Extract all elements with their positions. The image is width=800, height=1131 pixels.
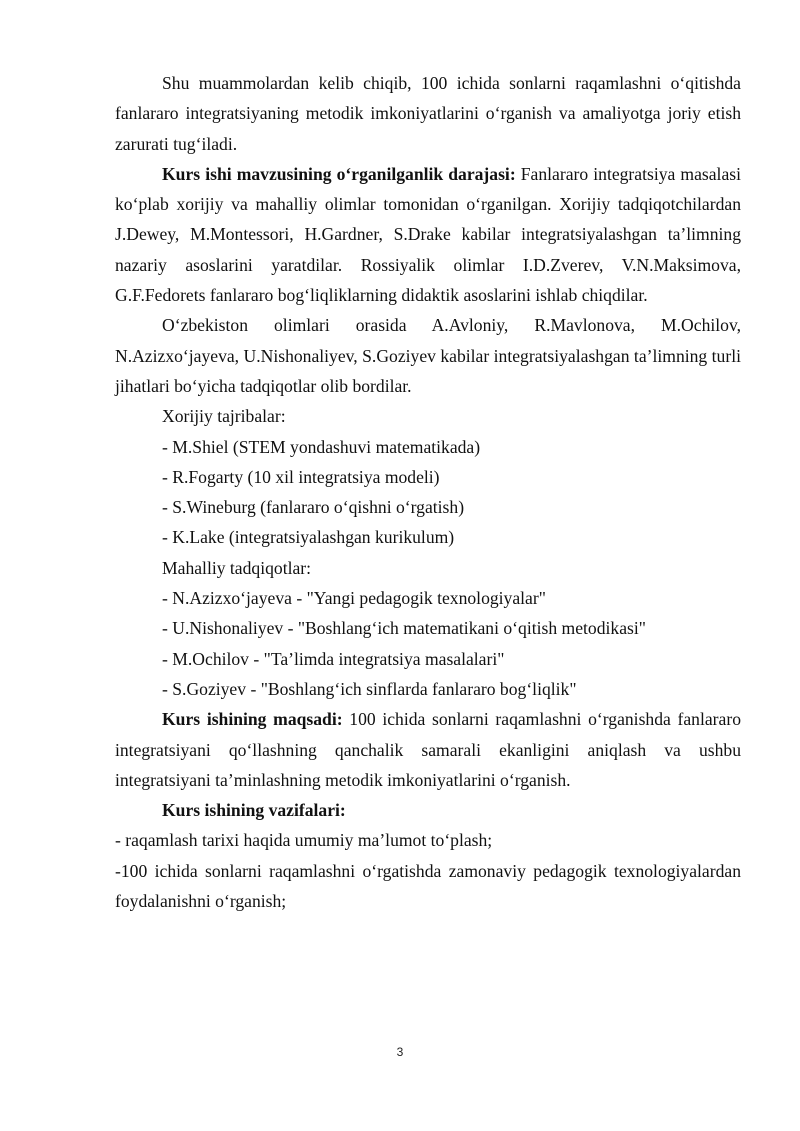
paragraph-uzbek-scholars: O‘zbekiston olimlari orasida A.Avloniy, R.Mavlonova, M.Ochilov, N.Azizxo‘jayeva, U.Nishonaliyev, S.Goziyev kabilar integratsiyalashgan ta’limning turli jihatlari bo‘yicha tadqiqotlar olib bordilar. [115,315,741,396]
task-item: - raqamlash tarixi haqida umumiy ma’lumot to‘plash; [115,830,493,851]
list-item: - N.Azizxo‘jayeva - "Yangi pedagogik texnologiyalar" [162,588,546,609]
foreign-experience-list [115,401,741,552]
paragraph-intro: Shu muammolardan kelib chiqib, 100 ichida sonlarni raqamlashni o‘qitishda fanlararo integratsiyaning metodik imkoniyatlarini o‘rganish va amaliyotga joriy etish zarurati tug‘iladi. [115,73,741,154]
local-research-title: Mahalliy tadqiqotlar: [162,557,312,578]
list-item: - S.Goziyev - "Boshlang‘ich sinflarda fanlararo bog‘liqlik" [162,678,577,699]
task-item: -100 ichida sonlarni raqamlashni o‘rgatishda zamonaviy pedagogik texnologiyalardan foydalanishni o‘rganish; [115,860,741,912]
page-number: 3 [396,1045,404,1059]
list-item: - M.Ochilov - "Ta’limda integratsiya masalalari" [162,648,505,669]
list-item: - U.Nishonaliyev - "Boshlang‘ich matematikani o‘qitish metodikasi" [162,618,646,639]
research-level-text: Fanlararo integratsiya masalasi ko‘plab xorijiy va mahalliy olimlar tomonidan o‘rganilgan. Xorijiy tadqiqotchilardan J.Dewey, M.Montessori, H.Gardner, S.Drake kabilar integratsiyalashgan ta’limning nazariy asoslarini yaratdilar. Rossiyalik olimlar I.D.Zverev, V.N.Maksimova, G.F.Fedorets fanlararo bog‘liqliklarning didaktik asoslarini ishlab chiqdilar. [115,163,741,306]
list-item: - S.Wineburg (fanlararo o‘qishni o‘rgatish) [162,497,465,518]
tasks-heading: Kurs ishining vazifalari: [162,800,346,821]
goal-text: 100 ichida sonlarni raqamlashni o‘rganishda fanlararo integratsiyani qo‘llashning qanchalik samarali ekanligini aniqlash va ushbu integratsiyani ta’minlashning metodik imkoniyatlarini o‘rganish. [115,709,741,790]
research-level-heading: Kurs ishi mavzusining o‘rganilganlik darajasi: [162,163,516,184]
goal-heading: Kurs ishining maqsadi: [162,709,343,730]
paragraph-goal [115,704,741,795]
foreign-experience-title: Xorijiy tajribalar: [162,406,286,427]
page-content [115,68,741,916]
local-research-list [115,553,741,704]
list-item: - R.Fogarty (10 xil integratsiya modeli) [162,466,440,487]
list-item: - M.Shiel (STEM yondashuvi matematikada) [162,436,481,457]
paragraph-research-level [115,159,741,310]
tasks-heading-line [115,795,741,825]
list-item: - K.Lake (integratsiyalashgan kurikulum) [162,527,455,548]
